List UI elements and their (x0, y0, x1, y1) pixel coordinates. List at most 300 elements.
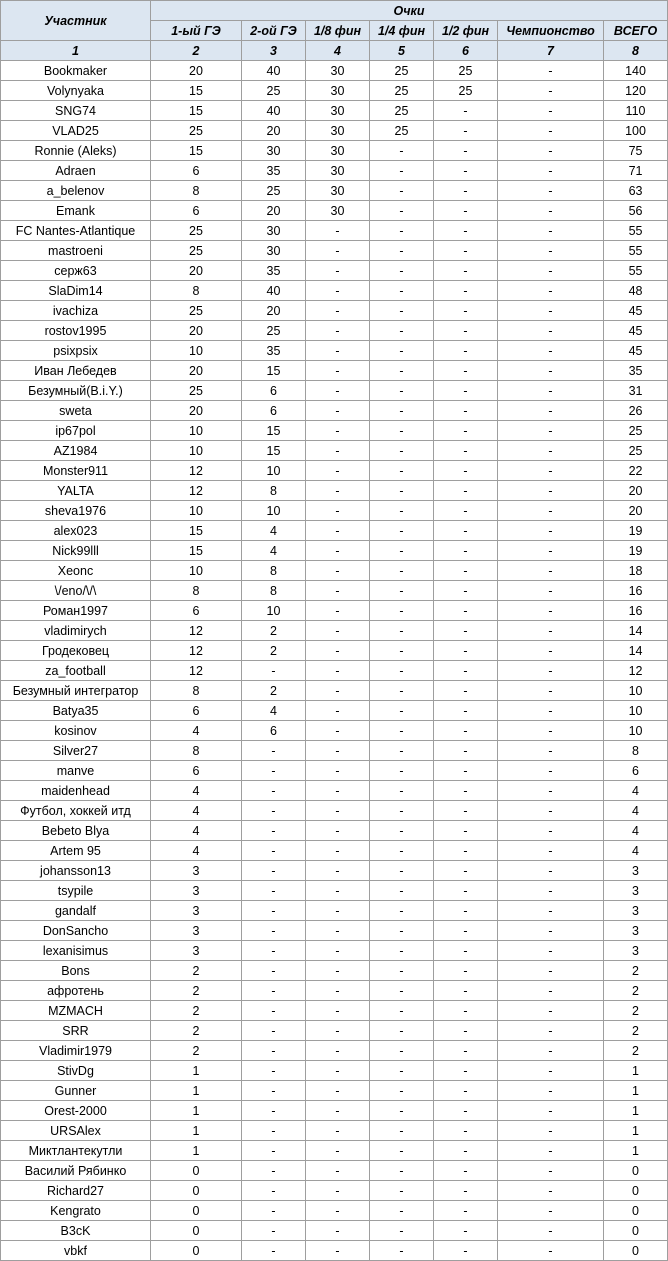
group-stage-2-cell: 20 (242, 301, 306, 321)
group-stage-2-cell: - (242, 761, 306, 781)
quarterfinal-cell: - (370, 621, 434, 641)
semifinal-cell: - (434, 341, 498, 361)
table-row (1, 1141, 668, 1161)
quarterfinal-cell: - (370, 681, 434, 701)
group-stage-1-cell: 0 (151, 1221, 242, 1241)
total-points-cell: 2 (604, 1001, 668, 1021)
participant-name-cell: Василий Рябинко (1, 1161, 151, 1181)
total-points-cell: 45 (604, 321, 668, 341)
championship-cell: - (498, 201, 604, 221)
participant-name-cell: Миктлантекутли (1, 1141, 151, 1161)
table-row (1, 721, 668, 741)
group-stage-1-cell: 4 (151, 781, 242, 801)
quarterfinal-cell: - (370, 601, 434, 621)
championship-cell: - (498, 481, 604, 501)
group-stage-2-cell: 10 (242, 501, 306, 521)
participant-name-cell: Batya35 (1, 701, 151, 721)
championship-cell: - (498, 761, 604, 781)
championship-cell: - (498, 681, 604, 701)
quarterfinal-cell: - (370, 801, 434, 821)
quarterfinal-cell: - (370, 701, 434, 721)
group-stage-1-cell: 3 (151, 921, 242, 941)
quarterfinal-cell: - (370, 261, 434, 281)
total-points-cell: 10 (604, 681, 668, 701)
group-stage-2-cell: 2 (242, 621, 306, 641)
championship-cell: - (498, 261, 604, 281)
round-of-16-cell: - (306, 441, 370, 461)
total-points-cell: 0 (604, 1161, 668, 1181)
participant-name-cell: Nick99lll (1, 541, 151, 561)
quarterfinal-cell: - (370, 541, 434, 561)
group-stage-2-cell: 40 (242, 61, 306, 81)
group-stage-1-cell: 1 (151, 1061, 242, 1081)
quarterfinal-cell: - (370, 481, 434, 501)
total-points-cell: 45 (604, 341, 668, 361)
semifinal-cell: - (434, 601, 498, 621)
group-stage-2-cell: 35 (242, 161, 306, 181)
quarterfinal-cell: - (370, 861, 434, 881)
quarterfinal-cell: - (370, 501, 434, 521)
group-stage-1-cell: 10 (151, 441, 242, 461)
semifinal-cell: - (434, 801, 498, 821)
round-of-16-cell: - (306, 641, 370, 661)
table-row (1, 101, 668, 121)
championship-cell: - (498, 341, 604, 361)
quarterfinal-cell: - (370, 1221, 434, 1241)
round-of-16-cell: - (306, 781, 370, 801)
group-stage-2-cell: 30 (242, 241, 306, 261)
participant-name-cell: rostov1995 (1, 321, 151, 341)
group-stage-2-cell: - (242, 1081, 306, 1101)
participant-name-cell: Bebeto Blya (1, 821, 151, 841)
total-points-cell: 16 (604, 601, 668, 621)
participant-name-cell: manve (1, 761, 151, 781)
participant-name-cell: Gunner (1, 1081, 151, 1101)
table-row (1, 401, 668, 421)
championship-cell: - (498, 641, 604, 661)
championship-cell: - (498, 301, 604, 321)
group-stage-2-cell: - (242, 1101, 306, 1121)
group-stage-1-cell: 4 (151, 801, 242, 821)
group-stage-1-cell: 1 (151, 1101, 242, 1121)
group-stage-2-cell: - (242, 1021, 306, 1041)
group-stage-2-cell: 8 (242, 581, 306, 601)
semifinal-cell: - (434, 941, 498, 961)
round-of-16-cell: - (306, 661, 370, 681)
participant-name-cell: Футбол, хоккей итд (1, 801, 151, 821)
group-stage-1-cell: 25 (151, 221, 242, 241)
table-row (1, 321, 668, 341)
championship-cell: - (498, 1181, 604, 1201)
total-points-cell: 45 (604, 301, 668, 321)
round-of-16-cell: - (306, 1081, 370, 1101)
championship-cell: - (498, 441, 604, 461)
quarterfinal-cell: - (370, 301, 434, 321)
participant-name-cell: Monster911 (1, 461, 151, 481)
championship-cell: - (498, 1121, 604, 1141)
semifinal-cell: - (434, 521, 498, 541)
participant-name-cell: SNG74 (1, 101, 151, 121)
participant-name-cell: za_football (1, 661, 151, 681)
championship-cell: - (498, 981, 604, 1001)
championship-cell: - (498, 1041, 604, 1061)
quarterfinal-cell: - (370, 661, 434, 681)
group-stage-2-cell: - (242, 1201, 306, 1221)
col-number: 2 (151, 41, 242, 61)
table-row (1, 221, 668, 241)
participant-name-cell: Kengrato (1, 1201, 151, 1221)
round-of-16-cell: 30 (306, 181, 370, 201)
group-stage-2-cell: 4 (242, 541, 306, 561)
group-stage-2-cell: 25 (242, 181, 306, 201)
table-row (1, 1041, 668, 1061)
participant-name-cell: SlaDim14 (1, 281, 151, 301)
round-of-16-cell: - (306, 401, 370, 421)
group-stage-1-cell: 2 (151, 1041, 242, 1061)
round-of-16-cell: - (306, 1061, 370, 1081)
group-stage-1-cell: 10 (151, 561, 242, 581)
participant-name-cell: Orest-2000 (1, 1101, 151, 1121)
round-of-16-cell: - (306, 741, 370, 761)
group-stage-1-cell: 2 (151, 981, 242, 1001)
championship-cell: - (498, 881, 604, 901)
semifinal-cell: - (434, 1221, 498, 1241)
championship-cell: - (498, 781, 604, 801)
quarterfinal-cell: 25 (370, 101, 434, 121)
points-header: Очки (151, 1, 668, 21)
championship-cell: - (498, 1201, 604, 1221)
group-stage-1-cell: 6 (151, 601, 242, 621)
round-of-16-cell: - (306, 321, 370, 341)
round-of-16-cell: - (306, 221, 370, 241)
championship-cell: - (498, 1101, 604, 1121)
table-row (1, 981, 668, 1001)
table-row (1, 1101, 668, 1121)
round-of-16-cell: - (306, 361, 370, 381)
quarterfinal-cell: - (370, 741, 434, 761)
participant-name-cell: psixpsix (1, 341, 151, 361)
championship-cell: - (498, 1161, 604, 1181)
group-stage-2-cell: 6 (242, 401, 306, 421)
table-row (1, 801, 668, 821)
group-stage-2-cell: 10 (242, 461, 306, 481)
group-stage-2-cell: - (242, 1121, 306, 1141)
semifinal-cell: - (434, 1141, 498, 1161)
group-stage-1-cell: 8 (151, 681, 242, 701)
group-stage-2-cell: 4 (242, 521, 306, 541)
total-points-cell: 120 (604, 81, 668, 101)
group-stage-1-cell: 25 (151, 381, 242, 401)
table-row (1, 581, 668, 601)
semifinal-cell: - (434, 881, 498, 901)
group-stage-1-cell: 6 (151, 761, 242, 781)
table-row (1, 701, 668, 721)
semifinal-cell: - (434, 261, 498, 281)
group-stage-1-cell: 4 (151, 721, 242, 741)
championship-cell: - (498, 541, 604, 561)
total-points-cell: 4 (604, 781, 668, 801)
semifinal-cell: - (434, 1021, 498, 1041)
total-points-cell: 4 (604, 841, 668, 861)
semifinal-cell: - (434, 861, 498, 881)
championship-cell: - (498, 561, 604, 581)
group-stage-2-cell: - (242, 981, 306, 1001)
table-row (1, 761, 668, 781)
table-row (1, 141, 668, 161)
participant-name-cell: Иван Лебедев (1, 361, 151, 381)
round-of-16-cell: - (306, 961, 370, 981)
group-stage-2-cell: 40 (242, 101, 306, 121)
group-stage-1-cell: 6 (151, 701, 242, 721)
total-points-cell: 3 (604, 861, 668, 881)
championship-cell: - (498, 161, 604, 181)
round-of-16-cell: - (306, 341, 370, 361)
quarterfinal-cell: - (370, 1181, 434, 1201)
quarterfinal-cell: - (370, 881, 434, 901)
semifinal-cell: - (434, 1181, 498, 1201)
total-points-cell: 31 (604, 381, 668, 401)
participant-name-cell: maidenhead (1, 781, 151, 801)
group-stage-1-cell: 15 (151, 141, 242, 161)
col-number: 5 (370, 41, 434, 61)
participant-name-cell: ip67pol (1, 421, 151, 441)
table-row (1, 1021, 668, 1041)
semifinal-cell: - (434, 361, 498, 381)
semifinal-cell: - (434, 541, 498, 561)
group-stage-2-cell: - (242, 1061, 306, 1081)
championship-cell: - (498, 801, 604, 821)
championship-cell: - (498, 421, 604, 441)
group-stage-2-cell: - (242, 1221, 306, 1241)
quarterfinal-cell: - (370, 1141, 434, 1161)
semifinal-cell: - (434, 1121, 498, 1141)
total-points-cell: 14 (604, 641, 668, 661)
total-points-cell: 2 (604, 1041, 668, 1061)
group-stage-2-cell: 15 (242, 421, 306, 441)
col-header-quarterfinal: 1/4 фин (370, 21, 434, 41)
group-stage-2-cell: - (242, 801, 306, 821)
group-stage-2-cell: 25 (242, 81, 306, 101)
group-stage-1-cell: 4 (151, 841, 242, 861)
total-points-cell: 75 (604, 141, 668, 161)
round-of-16-cell: - (306, 1181, 370, 1201)
group-stage-2-cell: - (242, 1241, 306, 1261)
table-row (1, 1221, 668, 1241)
total-points-cell: 12 (604, 661, 668, 681)
championship-cell: - (498, 1241, 604, 1261)
group-stage-1-cell: 2 (151, 1021, 242, 1041)
semifinal-cell: - (434, 121, 498, 141)
group-stage-1-cell: 12 (151, 481, 242, 501)
quarterfinal-cell: - (370, 461, 434, 481)
table-row (1, 241, 668, 261)
quarterfinal-cell: 25 (370, 121, 434, 141)
participant-name-cell: Bons (1, 961, 151, 981)
quarterfinal-cell: - (370, 1081, 434, 1101)
quarterfinal-cell: 25 (370, 81, 434, 101)
group-stage-1-cell: 15 (151, 521, 242, 541)
participant-name-cell: VLAD25 (1, 121, 151, 141)
group-stage-2-cell: 4 (242, 701, 306, 721)
quarterfinal-cell: - (370, 161, 434, 181)
championship-cell: - (498, 1141, 604, 1161)
total-points-cell: 14 (604, 621, 668, 641)
round-of-16-cell: - (306, 1161, 370, 1181)
group-stage-2-cell: 8 (242, 561, 306, 581)
round-of-16-cell: - (306, 1121, 370, 1141)
total-points-cell: 55 (604, 241, 668, 261)
participant-name-cell: sweta (1, 401, 151, 421)
participant-name-cell: Volynyaka (1, 81, 151, 101)
total-points-cell: 1 (604, 1061, 668, 1081)
championship-cell: - (498, 901, 604, 921)
header-row-top (1, 1, 668, 21)
group-stage-1-cell: 12 (151, 621, 242, 641)
total-points-cell: 1 (604, 1121, 668, 1141)
total-points-cell: 63 (604, 181, 668, 201)
table-row (1, 681, 668, 701)
participant-name-cell: YALTA (1, 481, 151, 501)
total-points-cell: 55 (604, 261, 668, 281)
semifinal-cell: - (434, 181, 498, 201)
championship-cell: - (498, 381, 604, 401)
round-of-16-cell: - (306, 461, 370, 481)
group-stage-2-cell: - (242, 921, 306, 941)
championship-cell: - (498, 241, 604, 261)
table-row (1, 1161, 668, 1181)
semifinal-cell: - (434, 161, 498, 181)
championship-cell: - (498, 1021, 604, 1041)
group-stage-2-cell: - (242, 1001, 306, 1021)
participant-name-cell: B3cK (1, 1221, 151, 1241)
col-number: 1 (1, 41, 151, 61)
table-row (1, 661, 668, 681)
semifinal-cell: - (434, 1081, 498, 1101)
group-stage-2-cell: 15 (242, 361, 306, 381)
total-points-cell: 2 (604, 1021, 668, 1041)
group-stage-1-cell: 1 (151, 1081, 242, 1101)
participant-name-cell: \/eno/\/\ (1, 581, 151, 601)
championship-cell: - (498, 221, 604, 241)
round-of-16-cell: - (306, 421, 370, 441)
round-of-16-cell: 30 (306, 141, 370, 161)
table-row (1, 261, 668, 281)
table-row (1, 121, 668, 141)
quarterfinal-cell: - (370, 721, 434, 741)
table-row (1, 361, 668, 381)
round-of-16-cell: - (306, 821, 370, 841)
championship-cell: - (498, 181, 604, 201)
total-points-cell: 18 (604, 561, 668, 581)
semifinal-cell: - (434, 401, 498, 421)
round-of-16-cell: - (306, 301, 370, 321)
quarterfinal-cell: - (370, 901, 434, 921)
col-header-group-stage-1: 1-ый ГЭ (151, 21, 242, 41)
championship-cell: - (498, 141, 604, 161)
col-number: 4 (306, 41, 370, 61)
championship-cell: - (498, 721, 604, 741)
total-points-cell: 3 (604, 921, 668, 941)
group-stage-2-cell: - (242, 781, 306, 801)
total-points-cell: 2 (604, 961, 668, 981)
table-row (1, 421, 668, 441)
championship-cell: - (498, 941, 604, 961)
total-points-cell: 8 (604, 741, 668, 761)
quarterfinal-cell: - (370, 141, 434, 161)
group-stage-1-cell: 1 (151, 1141, 242, 1161)
quarterfinal-cell: - (370, 181, 434, 201)
semifinal-cell: - (434, 721, 498, 741)
group-stage-1-cell: 2 (151, 1001, 242, 1021)
group-stage-1-cell: 8 (151, 181, 242, 201)
championship-cell: - (498, 1061, 604, 1081)
table-row (1, 461, 668, 481)
championship-cell: - (498, 121, 604, 141)
semifinal-cell: - (434, 1061, 498, 1081)
round-of-16-cell: - (306, 681, 370, 701)
group-stage-2-cell: 30 (242, 221, 306, 241)
round-of-16-cell: - (306, 481, 370, 501)
championship-cell: - (498, 621, 604, 641)
round-of-16-cell: - (306, 761, 370, 781)
group-stage-1-cell: 15 (151, 541, 242, 561)
group-stage-1-cell: 3 (151, 861, 242, 881)
total-points-cell: 3 (604, 901, 668, 921)
semifinal-cell: - (434, 901, 498, 921)
total-points-cell: 48 (604, 281, 668, 301)
quarterfinal-cell: - (370, 981, 434, 1001)
championship-cell: - (498, 281, 604, 301)
participant-name-cell: Silver27 (1, 741, 151, 761)
group-stage-2-cell: 35 (242, 261, 306, 281)
quarterfinal-cell: - (370, 341, 434, 361)
participant-name-cell: Emank (1, 201, 151, 221)
participant-name-cell: SRR (1, 1021, 151, 1041)
championship-cell: - (498, 81, 604, 101)
table-row (1, 921, 668, 941)
semifinal-cell: 25 (434, 81, 498, 101)
participant-name-cell: tsypile (1, 881, 151, 901)
group-stage-1-cell: 20 (151, 361, 242, 381)
round-of-16-cell: - (306, 941, 370, 961)
table-row (1, 1001, 668, 1021)
semifinal-cell: - (434, 241, 498, 261)
col-header-group-stage-2: 2-ой ГЭ (242, 21, 306, 41)
participant-name-cell: Роман1997 (1, 601, 151, 621)
group-stage-2-cell: 10 (242, 601, 306, 621)
semifinal-cell: - (434, 141, 498, 161)
group-stage-2-cell: 6 (242, 381, 306, 401)
total-points-cell: 56 (604, 201, 668, 221)
group-stage-1-cell: 10 (151, 501, 242, 521)
semifinal-cell: - (434, 741, 498, 761)
quarterfinal-cell: - (370, 421, 434, 441)
semifinal-cell: - (434, 821, 498, 841)
semifinal-cell: - (434, 381, 498, 401)
semifinal-cell: - (434, 781, 498, 801)
table-row (1, 861, 668, 881)
group-stage-2-cell: - (242, 1141, 306, 1161)
semifinal-cell: - (434, 701, 498, 721)
col-number: 6 (434, 41, 498, 61)
round-of-16-cell: - (306, 241, 370, 261)
semifinal-cell: - (434, 1101, 498, 1121)
championship-cell: - (498, 101, 604, 121)
table-row (1, 561, 668, 581)
col-number: 8 (604, 41, 668, 61)
quarterfinal-cell: - (370, 1061, 434, 1081)
round-of-16-cell: 30 (306, 201, 370, 221)
